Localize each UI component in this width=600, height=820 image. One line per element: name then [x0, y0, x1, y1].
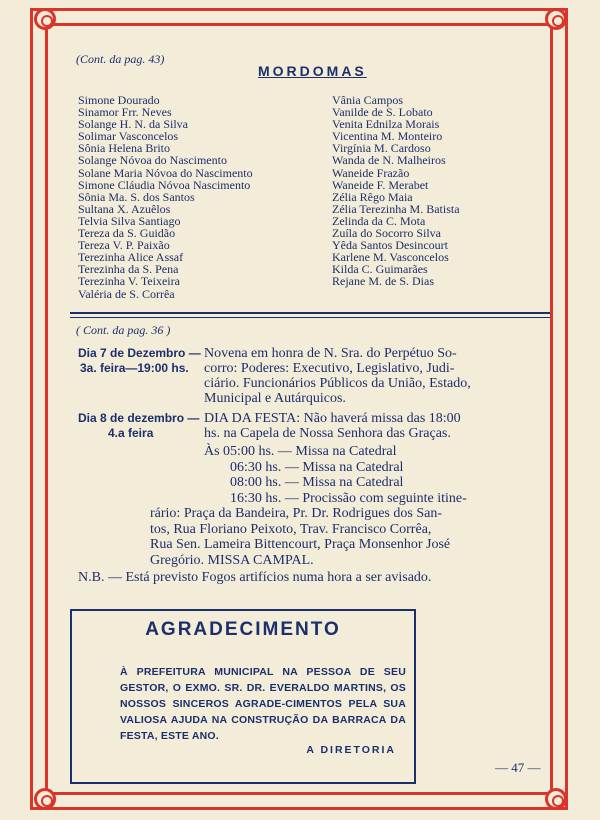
route-line: rário: Praça da Bandeira, Pr. Dr. Rodrigues dos San-	[150, 506, 442, 521]
event-time-label: 3a. feira—19:00 hs.	[80, 361, 189, 375]
event-description-7	[204, 346, 471, 406]
name-item: Telvia Silva Santiago	[78, 213, 181, 228]
procession-route	[150, 506, 450, 568]
name-item: Zélia Rêgo Maia	[332, 189, 413, 204]
name-item: Zelinda da C. Mota	[332, 213, 426, 228]
acknowledgement-title: AGRADECIMENTO	[145, 619, 341, 640]
event-description-8	[204, 411, 461, 441]
name-item: Solange Nóvoa do Nascimento	[78, 153, 227, 168]
names-list-left	[78, 94, 253, 300]
name-item: Kilda C. Guimarães	[332, 262, 428, 277]
schedule-line: 08:00 hs. — Missa na Catedral	[230, 475, 404, 490]
event-line: ciário. Funcionários Públicos da União, Estado,	[204, 376, 471, 391]
route-line: Rua Sen. Lameira Bittencourt, Praça Monsenhor José	[150, 537, 451, 552]
name-item: Vicentina M. Monteiro	[332, 129, 443, 144]
section-title-mordomas: MORDOMAS	[258, 63, 367, 79]
name-item: Waneide Frazão	[332, 165, 410, 180]
schedule-line: 16:30 hs. — Procissão com seguinte itine-	[230, 490, 467, 506]
name-item: Vanilde de S. Lobato	[332, 105, 433, 120]
name-item: Wanda de N. Malheiros	[332, 153, 446, 168]
event-line: hs. na Capela de Nossa Senhora das Graças.	[204, 426, 451, 441]
event-date-8	[78, 411, 199, 441]
acknowledgement-box	[70, 609, 416, 784]
page-number: — 47 —	[495, 760, 541, 775]
name-item: Solange H. N. da Silva	[78, 117, 188, 132]
name-item: Simone Cláudia Nóvoa Nascimento	[78, 177, 251, 192]
name-item: Karlene M. Vasconcelos	[332, 250, 449, 265]
name-item: Valéria de S. Corrêa	[78, 286, 175, 301]
name-item: Simone Dourado	[78, 93, 160, 107]
acknowledgement-text: À PREFEITURA MUNICIPAL NA PESSOA DE SEU GESTOR, O EXMO. SR. DR. EVERALDO MARTINS, OS NOSSOS SINCEROS AGRADE-CIMENTOS PELA SUA VALIOSA AJUDA NA CONSTRUÇÃO DA BARRACA DA FESTA, ESTE ANO.	[120, 666, 406, 742]
event-line: Municipal e Autárquicos.	[204, 391, 346, 406]
name-item: Sônia Ma. S. dos Santos	[78, 189, 195, 204]
corner-ornament-bottom-left	[34, 788, 56, 810]
route-line: tos, Rua Floriano Peixoto, Trav. Francisco Corrêa,	[150, 521, 432, 537]
name-item: Zuíla do Socorro Silva	[332, 226, 441, 241]
fireworks-note: N.B. — Está previsto Fogos artifícios numa hora a ser avisado.	[78, 570, 432, 585]
corner-ornament-bottom-right	[545, 788, 567, 810]
name-item: Venita Ednilza Morais	[332, 117, 440, 132]
corner-ornament-top-right	[545, 8, 567, 30]
name-item: Tereza da S. Guidão	[78, 226, 176, 241]
route-line: Gregório. MISSA CAMPAL.	[150, 552, 314, 568]
name-item: Sinamor Frr. Neves	[78, 105, 172, 120]
name-item: Virgínia M. Cardoso	[332, 141, 431, 156]
divider-thick	[70, 312, 550, 314]
schedule-line: Às 05:00 hs. — Missa na Catedral	[204, 444, 397, 459]
corner-ornament-top-left	[34, 8, 56, 30]
continued-note-middle: ( Cont. da pag. 36 )	[76, 323, 171, 337]
name-item: Terezinha V. Teixeira	[78, 274, 180, 289]
event-line: corro: Poderes: Executivo, Legislativo, Judi-	[204, 361, 455, 376]
names-list-right	[332, 94, 460, 288]
name-item: Terezinha Alice Assaf	[78, 250, 184, 265]
name-item: Zélia Terezinha M. Batista	[332, 201, 460, 216]
name-item: Solimar Vasconcelos	[78, 129, 179, 144]
divider-thin	[70, 317, 550, 318]
continued-note-top: (Cont. da pag. 43)	[76, 52, 165, 66]
mass-schedule	[204, 444, 467, 506]
schedule-line: 06:30 hs. — Missa na Catedral	[230, 459, 404, 475]
event-date-7	[78, 346, 201, 376]
name-item: Waneide F. Merabet	[332, 177, 429, 192]
name-item: Tereza V. P. Paixão	[78, 238, 170, 253]
event-date-label: Dia 7 de Dezembro —	[78, 346, 201, 360]
event-line: DIA DA FESTA: Não haverá missa das 18:00	[204, 411, 461, 426]
name-item: Yêda Santos Desincourt	[332, 238, 448, 253]
name-item: Solane Maria Nóvoa do Nascimento	[78, 165, 253, 180]
name-item: Vânia Campos	[332, 93, 403, 107]
name-item: Rejane M. de S. Dias	[332, 274, 434, 289]
event-line: Novena em honra de N. Sra. do Perpétuo So-	[204, 346, 457, 361]
event-weekday-label: 4.a feira	[108, 426, 154, 440]
event-date-label: Dia 8 de dezembro —	[78, 411, 200, 425]
acknowledgement-signature: A DIRETORIA	[306, 744, 396, 756]
name-item: Terezinha da S. Pena	[78, 262, 179, 277]
name-item: Sônia Helena Brito	[78, 141, 170, 156]
name-item: Sultana X. Azuêlos	[78, 201, 171, 216]
